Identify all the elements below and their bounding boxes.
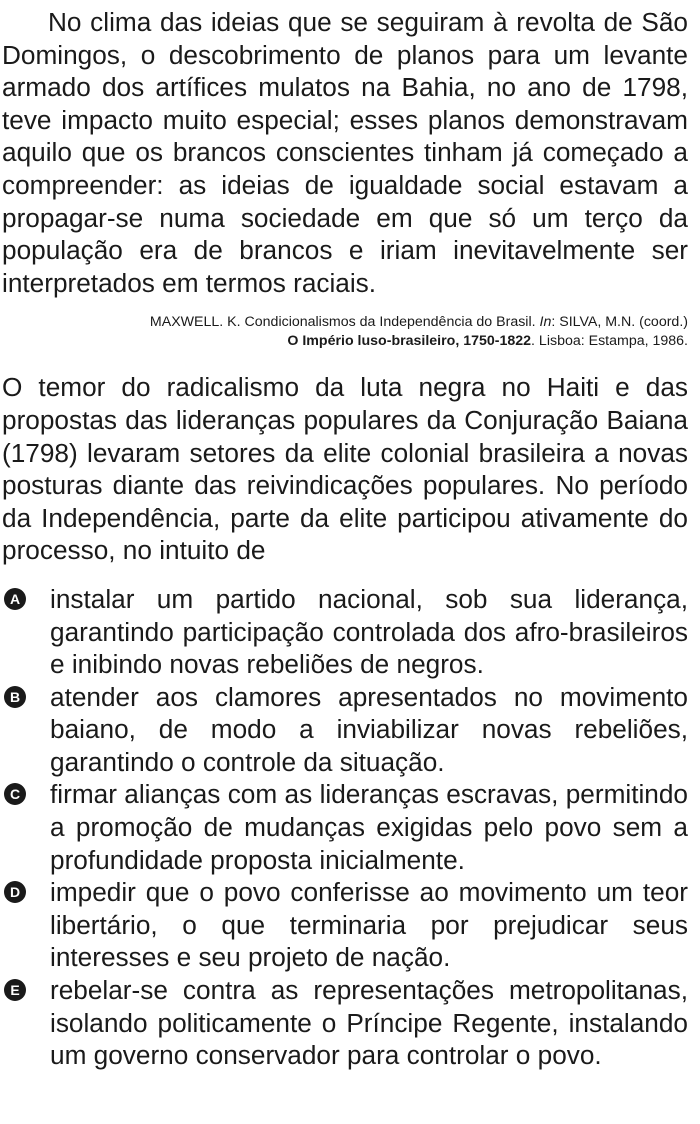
option-e-text: rebelar-se contra as representações metropolitanas, isolando politicamente o Príncipe Regente, instalando um governo conservador para controlar o povo. [50, 975, 688, 1071]
option-b-letter-icon: B [4, 686, 26, 708]
option-d[interactable] [2, 876, 688, 974]
question-stem: O temor do radicalismo da luta negra no Haiti e das propostas das lideranças populares da Conjuração Baiana (1798) levaram setores da elite colonial brasileira a novas posturas diante das reivindicações populares. No período da Independência, parte da elite participou ativamente do processo, no intuito de [2, 372, 688, 566]
option-b[interactable] [2, 681, 688, 779]
citation-publication: . Lisboa: Estampa, 1986. [531, 333, 688, 350]
citation-book-title: O Império luso-brasileiro, 1750-1822 [287, 333, 532, 350]
option-d-text: impedir que o povo conferisse ao movimento um teor libertário, o que terminaria por prejudicar seus interesses e seu projeto de nação. [50, 877, 688, 973]
option-c-text: firmar alianças com as lideranças escravas, permitindo a promoção de mudanças exigidas pelo povo sem a profundidade proposta inicialmente. [50, 779, 688, 875]
option-c-letter-icon: C [4, 783, 26, 805]
option-a-letter-icon: A [4, 588, 26, 610]
option-b-text: atender aos clamores apresentados no movimento baiano, de modo a inviabilizar novas rebeliões, garantindo o controle da situação. [50, 681, 688, 777]
option-a-text: instalar um partido nacional, sob sua liderança, garantindo participação controlada dos afro-brasileiros e inibindo novas rebeliões de negros. [50, 583, 688, 680]
option-e[interactable] [2, 974, 688, 1072]
citation [2, 313, 688, 351]
citation-in-label: In [539, 314, 552, 331]
citation-editor: : SILVA, M.N. (coord.) [551, 314, 688, 331]
option-d-letter-icon: D [4, 881, 26, 903]
source-passage: No clima das ideias que se seguiram à revolta de São Domingos, o descobrimento de planos para um levante armado dos artífices mulatos na Bahia, no ano de 1798, teve impacto muito especial; esses planos demonstravam aquilo que os brancos conscientes tinham já começado a compreender: as ideias de igualdade social estavam a propagar-se numa sociedade em que só um terço da população era de brancos e iriam inevitavelmente ser interpretados em termos raciais. [2, 7, 688, 298]
option-c[interactable] [2, 778, 688, 876]
option-e-letter-icon: E [4, 979, 26, 1001]
answer-options [2, 583, 688, 1072]
citation-author: MAXWELL. K. Condicionalismos da Independência do Brasil. [149, 314, 540, 331]
option-a[interactable] [2, 583, 688, 681]
